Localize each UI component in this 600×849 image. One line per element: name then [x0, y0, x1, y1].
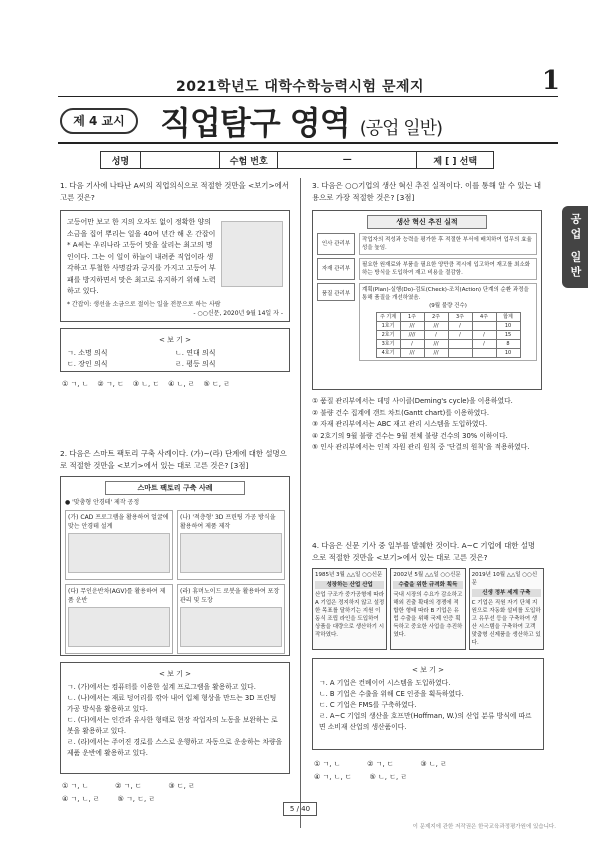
number-label: 수험 번호 — [220, 152, 278, 168]
q3-option[interactable]: ③ 자재 관리부에서는 ABC 재고 관리 시스템을 도입하였다. — [312, 420, 488, 428]
table-cell: 4주 — [472, 313, 496, 322]
q2-step-label: (가) CAD 프로그램을 활용하여 얼굴에 맞는 안경테 설계 — [68, 514, 169, 530]
q2-step-ga — [65, 510, 173, 580]
q1-illustration — [221, 221, 283, 287]
table-cell: /// — [400, 322, 424, 331]
q4-news-date: 2019년 10월 △△일 ○○신문 — [471, 572, 538, 586]
table-cell: 3주 — [448, 313, 472, 322]
footer-page: 5 / 40 — [283, 802, 317, 816]
q3-stem: 3. 다음은 ○○기업의 생산 혁신 추진 실적이다. 이를 통해 알 수 있는 내용으로 가장 적절한 것은? [3점] — [312, 181, 541, 202]
q3-figure-title: 생산 혁신 추진 실적 — [367, 215, 487, 229]
q3-row-text-body: 계획(Plan)-실행(Do)-검토(Check)-조치(Action) 단계의 순환 과정을 통해 품질을 개선하였음. — [362, 287, 529, 301]
q1-bogi-item: ㄹ. 평등 의식 — [175, 360, 216, 368]
q4-news-body: 국내 시장의 수요가 감소하고 해외 진출 확대의 경쟁에 적합한 형태 따라 B 기업은 유럽 수출을 위해 국제 인증 획득하고 중요한 사업을 추진하였다. — [393, 592, 463, 638]
q3-row-label: 인사 관리부 — [317, 233, 355, 255]
table-row — [376, 349, 520, 358]
q2-step-image — [180, 533, 282, 573]
name-field[interactable] — [141, 152, 221, 168]
q3-gantt-caption: (9월 불량 건수) — [429, 303, 467, 309]
q4-bogi-title: < 보 기 > — [412, 666, 444, 674]
q3-option[interactable]: ④ 2호기의 9월 불량 건수는 9월 전체 불량 건수의 30% 이하이다. — [312, 431, 508, 440]
q3-row-text: 필요한 원재료와 부품을 필요한 양만큼 적시에 입고하여 재고를 최소화하는 방식을 도입하여 재고 비용을 절감함. — [359, 258, 537, 280]
q4-bogi-box — [312, 658, 544, 750]
page-number: 1 — [541, 66, 560, 96]
info-bar — [100, 151, 494, 169]
q4-news-body: C 기업은 직원 자기 단체 지원으로 자동화 설비를 도입하고 유무선 등을 구축하여 생산 시스템을 구축하여 고객 맞춤형 신제품을 생산하고 있다. — [471, 600, 541, 646]
number-dash: — — [342, 155, 352, 165]
q2-bogi-item: ㄱ. (가)에서는 컴퓨터를 이용한 설계 프로그램을 활용하고 있다. — [67, 683, 256, 691]
q1-source: - ○○신문, 2020년 9월 14일 자 - — [193, 309, 283, 317]
table-cell: 10 — [496, 349, 520, 358]
q1-bogi-item: ㄴ. 연대 의식 — [175, 349, 216, 357]
q1-options[interactable]: ① ㄱ, ㄴ ② ㄱ, ㄷ ③ ㄴ, ㄷ ④ ㄴ, ㄹ ⑤ ㄷ, ㄹ — [62, 380, 230, 388]
q2-stem: 2. 다음은 스마트 팩토리 구축 사례이다. (가)~(라) 단계에 대한 설명으로 적절한 것만을 <보기>에서 있는 대로 고른 것은? [3점] — [60, 449, 287, 470]
table-cell: / — [472, 331, 496, 340]
q3-figure — [312, 210, 542, 390]
q2-step-image — [68, 607, 170, 647]
q2-step-label: (다) 무인운반차(AGV)를 활용하여 제품 운반 — [68, 588, 166, 604]
table-cell: 2주 — [424, 313, 448, 322]
table-row — [376, 331, 520, 340]
q3-row-label: 자재 관리부 — [317, 258, 355, 280]
table-cell: / — [448, 331, 472, 340]
q3-option[interactable]: ⑤ 인사 관리부에서는 인적 자원 관리 원칙 중 '단결의 원칙'을 적용하였다. — [312, 443, 530, 451]
q2-step-image — [68, 533, 170, 573]
table-cell: 3호기 — [376, 340, 400, 349]
table-cell: /// — [424, 322, 448, 331]
q4-news-date: 2002년 5월 △△일 ○○신문 — [393, 572, 461, 578]
table-cell: / — [424, 331, 448, 340]
q3-options — [312, 396, 544, 454]
q2-step-da — [65, 584, 173, 654]
q1-stem: 1. 다음 기사에 나타난 A씨의 직업의식으로 적절한 것만을 <보기>에서 고른 것은? — [60, 181, 289, 202]
q1-bogi-title: < 보 기 > — [159, 336, 191, 344]
table-cell: 2호기 — [376, 331, 400, 340]
q4-options-row1[interactable]: ① ㄱ, ㄴ ② ㄱ, ㄷ ③ ㄴ, ㄹ — [314, 760, 447, 768]
q4-news-a — [312, 568, 387, 650]
q2-bogi-item: ㄷ. (다)에서는 인간과 유사한 형태로 현장 작업자의 노동을 보완하는 로봇을 활용하고 있다. — [67, 716, 278, 735]
q2-step-image — [180, 607, 282, 647]
number-field[interactable] — [278, 152, 417, 168]
q2-bogi-title: < 보 기 > — [159, 670, 191, 678]
table-cell: /// — [424, 340, 448, 349]
q3-row-label: 품질 관리부 — [317, 283, 355, 301]
table-cell: //// — [400, 331, 424, 340]
q3-row-text: 작업자의 적성과 능력을 평가한 후 적절한 부서에 배치하여 업무의 효율성을 높임. — [359, 233, 537, 255]
q4-news-b — [390, 568, 465, 650]
table-cell: 합계 — [496, 313, 520, 322]
q4-news-clips — [312, 568, 544, 650]
table-cell: 15 — [496, 331, 520, 340]
q2-figure — [60, 476, 290, 656]
table-cell: / — [448, 322, 472, 331]
q4-options-row2[interactable]: ④ ㄱ, ㄴ, ㄷ ⑤ ㄴ, ㄷ, ㄹ — [314, 773, 408, 781]
q4-news-head: 성장하는 산업 산업 — [315, 581, 384, 589]
subject-title — [160, 98, 442, 144]
q3-option[interactable]: ① 품질 관리부에서는 데밍 사이클(Deming's cycle)을 이용하였다. — [312, 397, 513, 405]
side-tab: 공업 일반 — [562, 206, 588, 288]
table-cell: /// — [424, 349, 448, 358]
table-cell — [448, 349, 472, 358]
q4-news-c — [469, 568, 544, 650]
q4-stem: 4. 다음은 신문 기사 중 일부를 발췌한 것이다. A~C 기업에 대한 설명으로 적절한 것만을 <보기>에서 있는 대로 고른 것은? — [312, 541, 535, 562]
q2-bogi-item: ㄴ. (나)에서는 재료 덩어리를 깎아 내어 입체 형상을 만드는 3D 프린팅 가공 방식을 활용하고 있다. — [67, 694, 277, 713]
name-label: 성명 — [101, 152, 141, 168]
q4-bogi-item: ㄷ. C 기업은 FMS를 구축하였다. — [319, 701, 417, 709]
q4-news-date: 1985년 3월 △△일 ○○신문 — [315, 572, 383, 578]
footer-note: 이 문제지에 관한 저작권은 한국교육과정평가원에 있습니다. — [412, 824, 556, 830]
q4-bogi-item: ㄹ. A~C 기업의 생산을 호프만(Hoffman, W.)의 산업 분류 방식에 따르면 소비재 산업의 생산품이다. — [319, 712, 532, 731]
table-cell: 주 기계 — [376, 313, 400, 322]
subject-subtitle: (공업 일반) — [359, 118, 443, 139]
title-rule — [58, 142, 558, 144]
q4-news-head: 수출을 위한 규격화 획득 — [393, 581, 462, 589]
table-cell: 4호기 — [376, 349, 400, 358]
table-cell: 1주 — [400, 313, 424, 322]
table-cell: / — [400, 340, 424, 349]
q4-news-body: 산업 구조가 중가공형에 따라 A 기업은 정지하지 않고 설정한 목표를 달하기는 지원 이동식 조립 라인을 도입하여 상품을 대량으로 생산하기 시작하였다. — [315, 592, 385, 638]
column-divider — [300, 178, 301, 828]
exam-title: 2021학년도 대학수학능력시험 문제지 — [175, 79, 425, 95]
table-cell: /// — [400, 349, 424, 358]
q2-step-ra — [177, 584, 285, 654]
table-cell: / — [472, 340, 496, 349]
table-row — [376, 340, 520, 349]
q1-article-box — [60, 210, 290, 322]
q3-option[interactable]: ② 불량 건수 집계에 갠트 차트(Gantt chart)를 이용하였다. — [312, 408, 490, 417]
q4-bogi-item: ㄱ. A 기업은 컨베이어 시스템을 도입하였다. — [319, 679, 451, 687]
table-cell: 8 — [496, 340, 520, 349]
subject-name: 직업탐구 영역 — [160, 104, 350, 142]
table-row — [376, 313, 520, 322]
table-cell — [448, 340, 472, 349]
header-rule — [58, 96, 558, 97]
q2-bogi-item: ㄹ. (라)에서는 주어진 경로를 스스로 운행하고 자동으로 운송하는 차량을 제품 운반에 활용하고 있다. — [67, 738, 283, 757]
q2-step-na — [177, 510, 285, 580]
table-cell — [472, 349, 496, 358]
q2-figure-sub: ● '맞춤형 안경테' 제작 공정 — [65, 499, 140, 506]
q3-gantt-table — [376, 312, 521, 358]
table-cell: 1호기 — [376, 322, 400, 331]
q1-bogi-item: ㄷ. 장인 의식 — [67, 360, 108, 368]
q4-bogi-item: ㄴ. B 기업은 수출을 위해 CE 인증을 획득하였다. — [319, 690, 464, 698]
table-cell — [472, 322, 496, 331]
q2-options-row1[interactable]: ① ㄱ, ㄴ ② ㄱ, ㄷ ③ ㄷ, ㄹ — [62, 782, 195, 790]
q2-step-label: (라) 휴머노이드 로봇을 활용하여 포장 관리 및 도장 — [180, 588, 280, 604]
q1-bogi-box — [60, 328, 290, 372]
q2-bogi-box — [60, 662, 290, 774]
q2-options-row2[interactable]: ④ ㄱ, ㄴ, ㄹ ⑤ ㄱ, ㄷ, ㄹ — [62, 795, 156, 803]
q2-figure-title: 스마트 팩토리 구축 사례 — [105, 481, 245, 495]
q1-footnote: * 간잡이: 생선을 소금으로 절이는 일을 전문으로 하는 사람 — [67, 300, 221, 308]
q2-step-label: (나) '적층형' 3D 프린팅 가공 방식을 활용하여 제품 제작 — [180, 514, 276, 530]
period-badge: 제 4 교시 — [60, 108, 138, 134]
table-row — [376, 322, 520, 331]
q3-row-text — [359, 283, 537, 361]
q4-news-head: 신생 정부 세계 구축 — [472, 589, 541, 597]
q1-bogi-item: ㄱ. 소명 의식 — [67, 349, 108, 357]
choice-field[interactable]: 제 [ ] 선택 — [433, 156, 478, 167]
q1-article: 고등어만 보고 한 지의 오자도 없이 정확한 양의 소금을 집어 뿌리는 일을 40여 년간 해 온 간잡이* A씨는 우리나라 고등어 맛을 살리는 최고의 명인이다. 그는 이 일이 하늘이 내려준 직업이라 생각하고 투철한 사명감과 긍지를 가지고 고등어 부패를 방지하면서 맛은 최고로 유지하기 위해 노력하고 있다. — [67, 218, 216, 295]
table-cell: 10 — [496, 322, 520, 331]
